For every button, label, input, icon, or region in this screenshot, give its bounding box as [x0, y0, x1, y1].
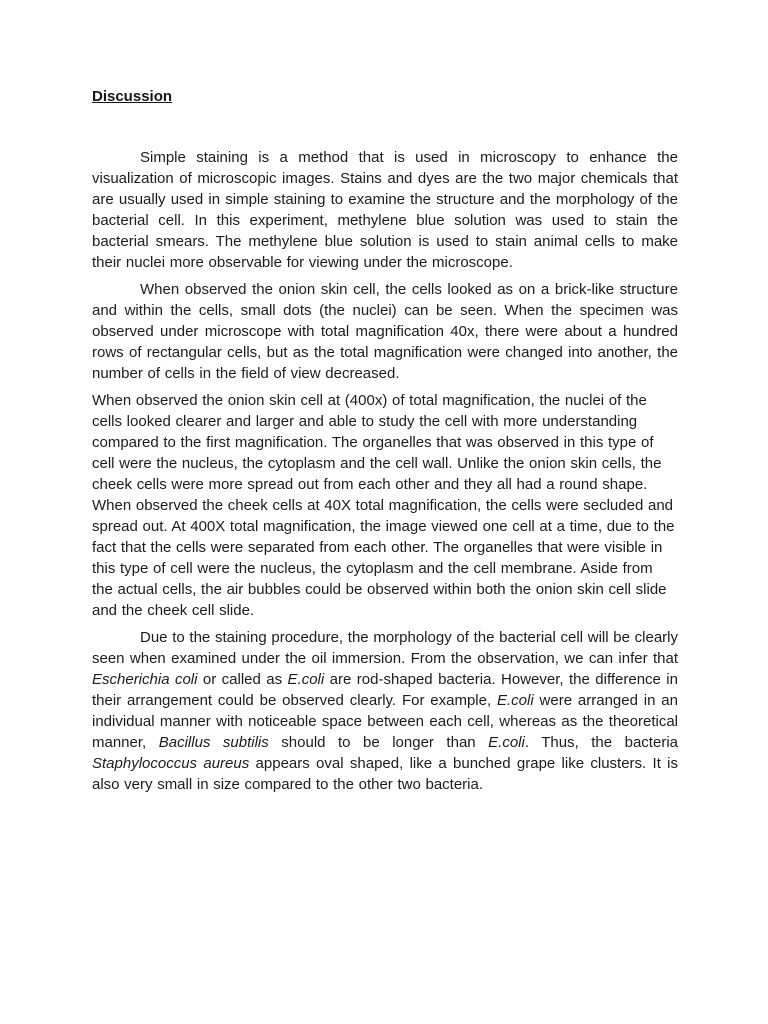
italic-text-run: E.coli — [287, 671, 325, 688]
italic-text-run: E.coli — [488, 734, 525, 751]
italic-text-run: Bacillus subtilis — [158, 734, 269, 751]
paragraph-onion-skin-40x — [92, 279, 678, 384]
text-run: When observed the onion skin cell, the cells looked as on a brick-like structure and within the cells, small dots (the nuclei) can be seen. When the specimen was observed under microscope with total magnification 40x, there were about a hundred rows of rectangular cells, but as the total magnification were changed into another, the number of cells in the field of view decreased. — [92, 281, 678, 382]
italic-text-run: E.coli — [497, 692, 534, 709]
text-run: Due to the staining procedure, the morphology of the bacterial cell will be clearly seen when examined under the oil immersion. From the observation, we can infer that — [92, 629, 678, 667]
document-body — [92, 147, 678, 795]
text-run: Simple staining is a method that is used in microscopy to enhance the visualization of microscopic images. Stains and dyes are the two major chemicals that are usually used in simple staining to examine the structure and the morphology of the bacterial cell. In this experiment, methylene blue solution was used to stain the bacterial smears. The methylene blue solution is used to stain animal cells to make their nuclei more observable for viewing under the microscope. — [92, 149, 678, 271]
text-run: When observed the onion skin cell at (400x) of total magnification, the nuclei of the cells looked clearer and larger and able to study the cell with more understanding compared to the first magnification. The organelles that was observed in this type of cell were the nucleus, the cytoplasm and the cell wall. Unlike the onion skin cells, the cheek cells were more spread out from each other and they all had a round shape. When observed the cheek cells at 40X total magnification, the cells were secluded and spread out. At 400X total magnification, the image viewed one cell at a time, due to the fact that the cells were separated from each other. The organelles that were visible in this type of cell were the nucleus, the cytoplasm and the cell membrane. Aside from the actual cells, the air bubbles could be observed within both the onion skin cell slide and the cheek cell slide. — [92, 392, 675, 619]
section-heading: Discussion — [92, 88, 173, 105]
document-content — [92, 88, 678, 801]
paragraph-simple-staining — [92, 147, 678, 273]
text-run: were arranged in an individual manner with noticeable space between each cell, whereas as the theoretical manner, — [92, 692, 678, 751]
text-run: are rod-shaped bacteria. However, the difference in their arrangement could be observed clearly. For example, — [92, 671, 678, 709]
text-run: appears oval shaped, like a bunched grape like clusters. It is also very small in size compared to the other two bacteria. — [92, 755, 679, 793]
paragraph-staining-bacteria-morphology — [92, 627, 678, 795]
text-run: . Thus, the bacteria — [524, 734, 678, 751]
paragraph-onion-skin-400x-cheek-cells — [92, 390, 678, 621]
text-run: should to be longer than — [268, 734, 489, 751]
italic-text-run: Escherichia coli — [92, 671, 198, 688]
text-run: or called as — [197, 671, 288, 688]
italic-text-run: Staphylococcus aureus — [92, 755, 250, 772]
